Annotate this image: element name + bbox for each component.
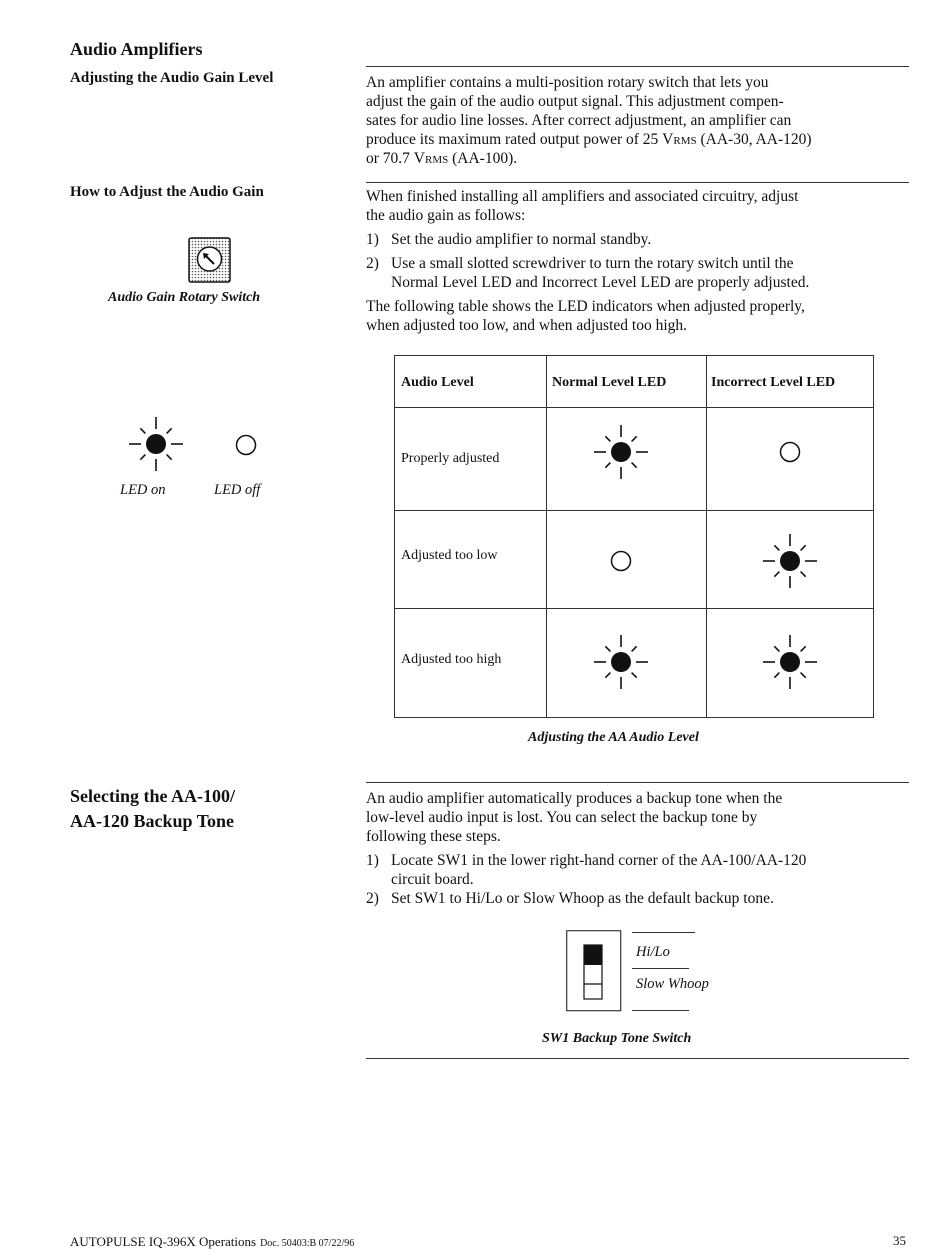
howto-text	[366, 187, 914, 335]
step-item	[366, 851, 914, 889]
dip-switch-icon	[566, 930, 622, 1012]
step-text	[391, 254, 809, 292]
table-header: Normal Level LED	[552, 375, 667, 390]
led-off-icon	[234, 433, 258, 457]
divider-rule	[366, 66, 909, 67]
paragraph-line: following these steps.	[366, 828, 501, 845]
paragraph-line: adjust the gain of the audio output signal. This adjustment compen-	[366, 93, 784, 110]
backup-heading	[70, 784, 235, 834]
heading-line: AA-120 Backup Tone	[70, 811, 235, 831]
step-item	[366, 889, 914, 908]
text-run: (AA-30, AA-120)	[696, 131, 812, 148]
heading-line: Selecting the AA-100/	[70, 786, 235, 806]
switch-rule	[632, 968, 689, 969]
paragraph-line: The following table shows the LED indicators when adjusted properly,	[366, 298, 805, 315]
howto-heading: How to Adjust the Audio Gain	[70, 184, 264, 200]
table-caption: Adjusting the AA Audio Level	[528, 730, 699, 745]
step-item	[366, 254, 914, 292]
paragraph-line: sates for audio line losses. After correct adjustment, an amplifier can	[366, 112, 792, 129]
switch-option-slow-whoop: Slow Whoop	[636, 976, 709, 992]
step-number: 1)	[366, 852, 379, 869]
step-number: 2)	[366, 255, 379, 272]
backup-steps	[366, 851, 914, 908]
paragraph-line: An amplifier contains a multi-position rotary switch that lets you	[366, 74, 769, 91]
switch-rule	[632, 932, 695, 933]
led-on-label: LED on	[120, 482, 166, 498]
divider-rule	[366, 1058, 909, 1059]
step-line: circuit board.	[391, 871, 474, 888]
paragraph-line: When finished installing all amplifiers and associated circuitry, adjust	[366, 188, 799, 205]
footer-title: AUTOPULSE IQ-396X Operations	[70, 1234, 257, 1249]
divider-rule	[366, 182, 909, 183]
backup-text	[366, 789, 914, 908]
led-off-icon	[781, 443, 800, 462]
paragraph-line: the audio gain as follows:	[366, 207, 526, 224]
gain-heading: Adjusting the Audio Gain Level	[70, 70, 274, 86]
howto-steps	[366, 230, 914, 292]
led-off-label: LED off	[214, 482, 261, 498]
step-line: Normal Level LED and Incorrect Level LED are properly adjusted.	[391, 274, 810, 291]
text-run: or 70.7	[366, 150, 414, 167]
led-on-icon	[122, 410, 190, 478]
table-header: Incorrect Level LED	[711, 375, 836, 390]
section-title: Audio Amplifiers	[70, 39, 203, 59]
step-line: Set the audio amplifier to normal standby.	[391, 231, 652, 248]
step-number: 2)	[366, 890, 379, 907]
switch-caption: SW1 Backup Tone Switch	[542, 1031, 692, 1046]
step-line: Set SW1 to Hi/Lo or Slow Whoop as the default backup tone.	[391, 890, 774, 907]
page-number: 35	[893, 1233, 906, 1248]
step-text	[391, 851, 806, 889]
audio-level-table	[394, 355, 874, 718]
rotary-caption: Audio Gain Rotary Switch	[108, 290, 261, 305]
paragraph-line	[366, 130, 911, 149]
table-header: Audio Level	[401, 375, 474, 390]
table-led-layer	[395, 356, 873, 717]
unit-vrms: Vrms	[662, 131, 697, 148]
paragraph-line	[366, 149, 911, 168]
step-line: Use a small slotted screwdriver to turn the rotary switch until the	[391, 255, 794, 272]
step-item	[366, 230, 914, 249]
paragraph-line: An audio amplifier automatically produces a backup tone when the	[366, 790, 783, 807]
switch-option-hilo: Hi/Lo	[636, 944, 670, 960]
paragraph-line: low-level audio input is lost. You can select the backup tone by	[366, 809, 758, 826]
divider-rule	[366, 782, 909, 783]
paragraph-line: when adjusted too low, and when adjusted too high.	[366, 317, 687, 334]
led-off-icon	[612, 552, 631, 571]
led-on-icon	[763, 635, 817, 689]
step-text	[391, 889, 774, 908]
led-on-icon	[763, 534, 817, 588]
led-on-icon	[594, 425, 648, 479]
text-run: produce its maximum rated output power of 25	[366, 131, 663, 148]
row-label: Adjusted too low	[401, 548, 498, 563]
unit-vrms: Vrms	[413, 150, 449, 167]
step-line: Locate SW1 in the lower right-hand corner of the AA-100/AA-120	[391, 852, 807, 869]
step-number: 1)	[366, 231, 379, 248]
footer-doc: Doc. 50403:B 07/22/96	[260, 1238, 355, 1249]
rotary-switch-icon	[188, 237, 231, 283]
led-on-icon	[594, 635, 648, 689]
step-text	[391, 230, 651, 249]
switch-rule	[632, 1010, 689, 1011]
gain-paragraph	[366, 73, 911, 168]
row-label: Adjusted too high	[401, 652, 502, 667]
footer	[70, 1233, 354, 1251]
text-run: (AA-100).	[448, 150, 518, 167]
row-label: Properly adjusted	[401, 451, 500, 466]
